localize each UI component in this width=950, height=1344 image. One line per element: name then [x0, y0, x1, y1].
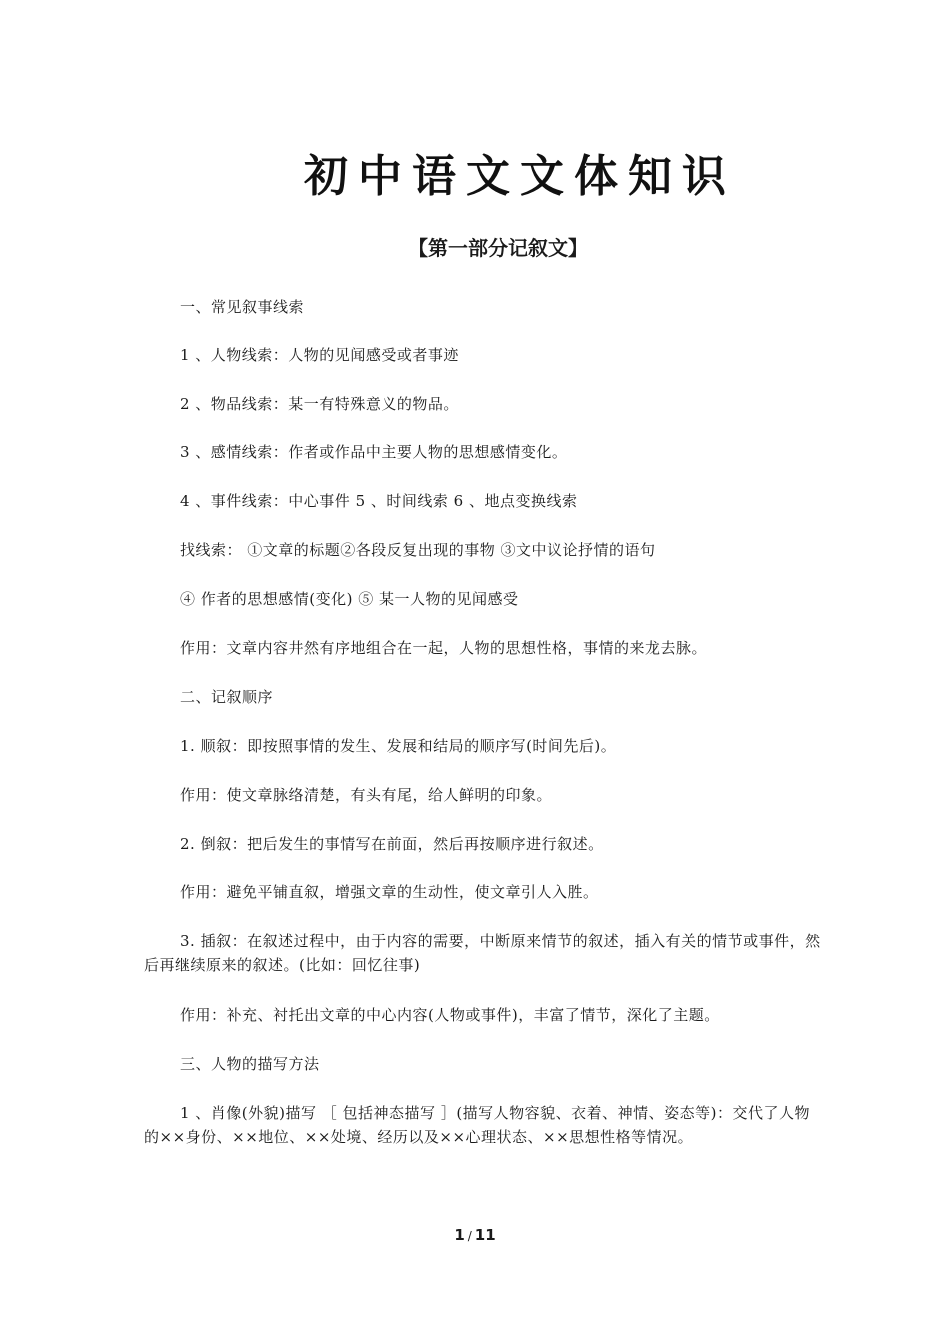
text-line: 2 、物品线索：某一有特殊意义的物品。: [180, 395, 459, 413]
heading-narrative-clues: 一、常见叙事线索: [180, 298, 305, 316]
text-line: 2. 倒叙：把后发生的事情写在前面，然后再按顺序进行叙述。: [180, 835, 604, 853]
page-separator: /: [467, 1229, 472, 1243]
text-line: 作用：避免平铺直叙，增强文章的生动性，使文章引人入胜。: [180, 883, 599, 901]
paragraph-portrait-description: 1 、肖像(外貌)描写 ［ 包括神态描写 ］(描写人物容貌、衣着、神情、姿态等)：交代了人物的××身份、××地位、××处境、经历以及××心理状态、××思想性格等情况。: [144, 1104, 811, 1146]
text-line: 1 、人物线索：人物的见闻感受或者事迹: [180, 346, 459, 364]
document-title: 初中语文文体知识: [304, 151, 736, 202]
text-line: 作用：文章内容井然有序地组合在一起，人物的思想性格，事情的来龙去脉。: [180, 639, 708, 657]
text-line: 找线索： ①文章的标题②各段反复出现的事物 ③文中议论抒情的语句: [180, 541, 656, 559]
paragraph-insert-narration: 3. 插叙：在叙述过程中，由于内容的需要，中断原来情节的叙述，插入有关的情节或事件，然后再继续原来的叙述。(比如：回忆往事): [144, 932, 821, 974]
section-heading: 【第一部分记叙文】: [408, 236, 588, 260]
text-line: 作用：补充、衬托出文章的中心内容(人物或事件)，丰富了情节，深化了主题。: [180, 1006, 720, 1024]
text-line: ④ 作者的思想感情(变化) ⑤ 某一人物的见闻感受: [180, 590, 519, 608]
page-current: 1: [454, 1226, 465, 1244]
text-line: 3 、感情线索：作者或作品中主要人物的思想感情变化。: [180, 443, 568, 461]
heading-narrative-order: 二、记叙顺序: [180, 688, 274, 706]
heading-character-description: 三、人物的描写方法: [180, 1055, 320, 1073]
text-line: 1. 顺叙：即按照事情的发生、发展和结局的顺序写(时间先后)。: [180, 737, 617, 755]
page-total: 11: [474, 1226, 496, 1244]
text-line: 4 、事件线索：中心事件 5 、时间线索 6 、地点变换线索: [180, 492, 578, 510]
text-line: 作用：使文章脉络清楚，有头有尾，给人鲜明的印象。: [180, 786, 553, 804]
page-number: [0, 1226, 950, 1244]
